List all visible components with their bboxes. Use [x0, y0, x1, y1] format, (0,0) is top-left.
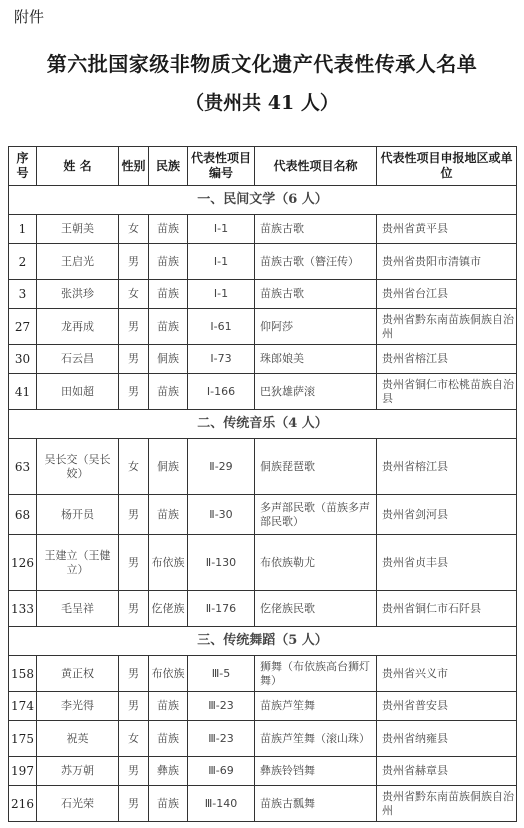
cell-region: 贵州省纳雍县	[377, 721, 517, 757]
cell-project: 珠郎娘美	[255, 345, 377, 374]
cell-project: 彝族铃铛舞	[255, 757, 377, 786]
cell-ethnic: 苗族	[149, 374, 188, 410]
cell-code: Ⅲ-23	[188, 721, 255, 757]
cell-region: 贵州省兴义市	[377, 656, 517, 692]
cell-gender: 女	[119, 721, 149, 757]
cell-name: 黄正权	[37, 656, 119, 692]
cell-seq: 133	[9, 591, 37, 627]
header-name: 姓 名	[37, 147, 119, 186]
cell-code: Ⅰ-61	[188, 309, 255, 345]
table-row	[9, 309, 517, 345]
cell-region: 贵州省黄平县	[377, 215, 517, 244]
table-row	[9, 757, 517, 786]
cell-ethnic: 苗族	[149, 721, 188, 757]
cell-seq: 2	[9, 244, 37, 280]
cell-region: 贵州省贵阳市清镇市	[377, 244, 517, 280]
cell-seq: 126	[9, 535, 37, 591]
cell-gender: 男	[119, 495, 149, 535]
cell-code: Ⅰ-1	[188, 280, 255, 309]
cell-seq: 197	[9, 757, 37, 786]
table-header-row	[9, 147, 517, 186]
cell-code: Ⅲ-140	[188, 786, 255, 822]
header-project: 代表性项目名称	[255, 147, 377, 186]
cell-project: 仰阿莎	[255, 309, 377, 345]
cell-name: 毛呈祥	[37, 591, 119, 627]
cell-region: 贵州省赫章县	[377, 757, 517, 786]
cell-region: 贵州省台江县	[377, 280, 517, 309]
document-subtitle: （贵州共 41 人）	[185, 92, 339, 114]
cell-gender: 男	[119, 374, 149, 410]
cell-gender: 男	[119, 656, 149, 692]
cell-project: 苗族芦笙舞	[255, 692, 377, 721]
cell-name: 祝英	[37, 721, 119, 757]
cell-seq: 68	[9, 495, 37, 535]
cell-project: 侗族琵琶歌	[255, 439, 377, 495]
document-title: 第六批国家级非物质文化遗产代表性传承人名单	[46, 52, 478, 76]
cell-code: Ⅲ-69	[188, 757, 255, 786]
table-row	[9, 692, 517, 721]
table-row	[9, 591, 517, 627]
cell-region: 贵州省剑河县	[377, 495, 517, 535]
cell-region: 贵州省榕江县	[377, 345, 517, 374]
table-row	[9, 439, 517, 495]
section-row	[9, 410, 517, 439]
cell-project: 苗族芦笙舞（滚山珠）	[255, 721, 377, 757]
cell-name: 吴长交（吴长姣）	[37, 439, 119, 495]
cell-project: 多声部民歌（苗族多声部民歌）	[255, 495, 377, 535]
cell-gender: 男	[119, 692, 149, 721]
cell-code: Ⅱ-30	[188, 495, 255, 535]
table-row	[9, 786, 517, 822]
cell-ethnic: 侗族	[149, 439, 188, 495]
cell-gender: 男	[119, 345, 149, 374]
table-row	[9, 656, 517, 692]
cell-ethnic: 苗族	[149, 280, 188, 309]
header-gender: 性别	[119, 147, 149, 186]
table-row	[9, 495, 517, 535]
cell-name: 田如超	[37, 374, 119, 410]
cell-gender: 女	[119, 280, 149, 309]
cell-project: 巴狄雄萨滚	[255, 374, 377, 410]
table-row	[9, 345, 517, 374]
cell-code: Ⅱ-29	[188, 439, 255, 495]
cell-ethnic: 苗族	[149, 215, 188, 244]
cell-seq: 1	[9, 215, 37, 244]
cell-seq: 3	[9, 280, 37, 309]
cell-seq: 175	[9, 721, 37, 757]
cell-seq: 174	[9, 692, 37, 721]
section-title: 三、传统舞蹈（5 人）	[9, 627, 517, 656]
cell-code: Ⅰ-1	[188, 215, 255, 244]
cell-ethnic: 苗族	[149, 692, 188, 721]
cell-code: Ⅰ-73	[188, 345, 255, 374]
cell-ethnic: 布依族	[149, 656, 188, 692]
cell-project: 苗族古歌	[255, 280, 377, 309]
cell-project: 仡佬族民歌	[255, 591, 377, 627]
cell-project: 苗族古歌	[255, 215, 377, 244]
cell-gender: 男	[119, 591, 149, 627]
cell-seq: 158	[9, 656, 37, 692]
cell-region: 贵州省铜仁市石阡县	[377, 591, 517, 627]
cell-name: 石云昌	[37, 345, 119, 374]
cell-ethnic: 苗族	[149, 495, 188, 535]
cell-seq: 27	[9, 309, 37, 345]
table-row	[9, 535, 517, 591]
cell-name: 王朝美	[37, 215, 119, 244]
table-row	[9, 215, 517, 244]
cell-gender: 男	[119, 244, 149, 280]
cell-name: 李光得	[37, 692, 119, 721]
cell-seq: 216	[9, 786, 37, 822]
cell-name: 张洪珍	[37, 280, 119, 309]
section-title: 一、民间文学（6 人）	[9, 186, 517, 215]
cell-project: 苗族古歌（簪汪传）	[255, 244, 377, 280]
cell-gender: 男	[119, 309, 149, 345]
section-title: 二、传统音乐（4 人）	[9, 410, 517, 439]
cell-ethnic: 侗族	[149, 345, 188, 374]
cell-gender: 男	[119, 786, 149, 822]
cell-name: 杨开员	[37, 495, 119, 535]
cell-project: 苗族古瓢舞	[255, 786, 377, 822]
cell-name: 苏万朝	[37, 757, 119, 786]
cell-ethnic: 布依族	[149, 535, 188, 591]
cell-project: 布依族勒尤	[255, 535, 377, 591]
section-row	[9, 186, 517, 215]
cell-region: 贵州省铜仁市松桃苗族自治县	[377, 374, 517, 410]
cell-seq: 30	[9, 345, 37, 374]
cell-seq: 41	[9, 374, 37, 410]
cell-seq: 63	[9, 439, 37, 495]
cell-ethnic: 苗族	[149, 309, 188, 345]
attachment-label: 附件	[14, 8, 45, 26]
header-seq: 序号	[9, 147, 37, 186]
cell-code: Ⅲ-23	[188, 692, 255, 721]
cell-ethnic: 彝族	[149, 757, 188, 786]
cell-code: Ⅰ-1	[188, 244, 255, 280]
cell-ethnic: 仡佬族	[149, 591, 188, 627]
cell-name: 王启光	[37, 244, 119, 280]
table-row	[9, 280, 517, 309]
cell-gender: 男	[119, 757, 149, 786]
cell-code: Ⅰ-166	[188, 374, 255, 410]
header-ethnic: 民族	[149, 147, 188, 186]
cell-ethnic: 苗族	[149, 244, 188, 280]
section-row	[9, 627, 517, 656]
table-row	[9, 721, 517, 757]
cell-code: Ⅲ-5	[188, 656, 255, 692]
cell-region: 贵州省黔东南苗族侗族自治州	[377, 309, 517, 345]
cell-ethnic: 苗族	[149, 786, 188, 822]
cell-region: 贵州省榕江县	[377, 439, 517, 495]
cell-code: Ⅱ-130	[188, 535, 255, 591]
cell-gender: 女	[119, 439, 149, 495]
table-row	[9, 244, 517, 280]
inheritor-table	[8, 146, 517, 822]
cell-gender: 女	[119, 215, 149, 244]
cell-region: 贵州省普安县	[377, 692, 517, 721]
cell-region: 贵州省黔东南苗族侗族自治州	[377, 786, 517, 822]
cell-code: Ⅱ-176	[188, 591, 255, 627]
header-region: 代表性项目申报地区或单位	[377, 147, 517, 186]
cell-name: 龙再成	[37, 309, 119, 345]
cell-name: 石光荣	[37, 786, 119, 822]
cell-gender: 男	[119, 535, 149, 591]
cell-region: 贵州省贞丰县	[377, 535, 517, 591]
cell-project: 狮舞（布依族高台狮灯舞）	[255, 656, 377, 692]
table-row	[9, 374, 517, 410]
header-code: 代表性项目编号	[188, 147, 255, 186]
cell-name: 王建立（王健立）	[37, 535, 119, 591]
